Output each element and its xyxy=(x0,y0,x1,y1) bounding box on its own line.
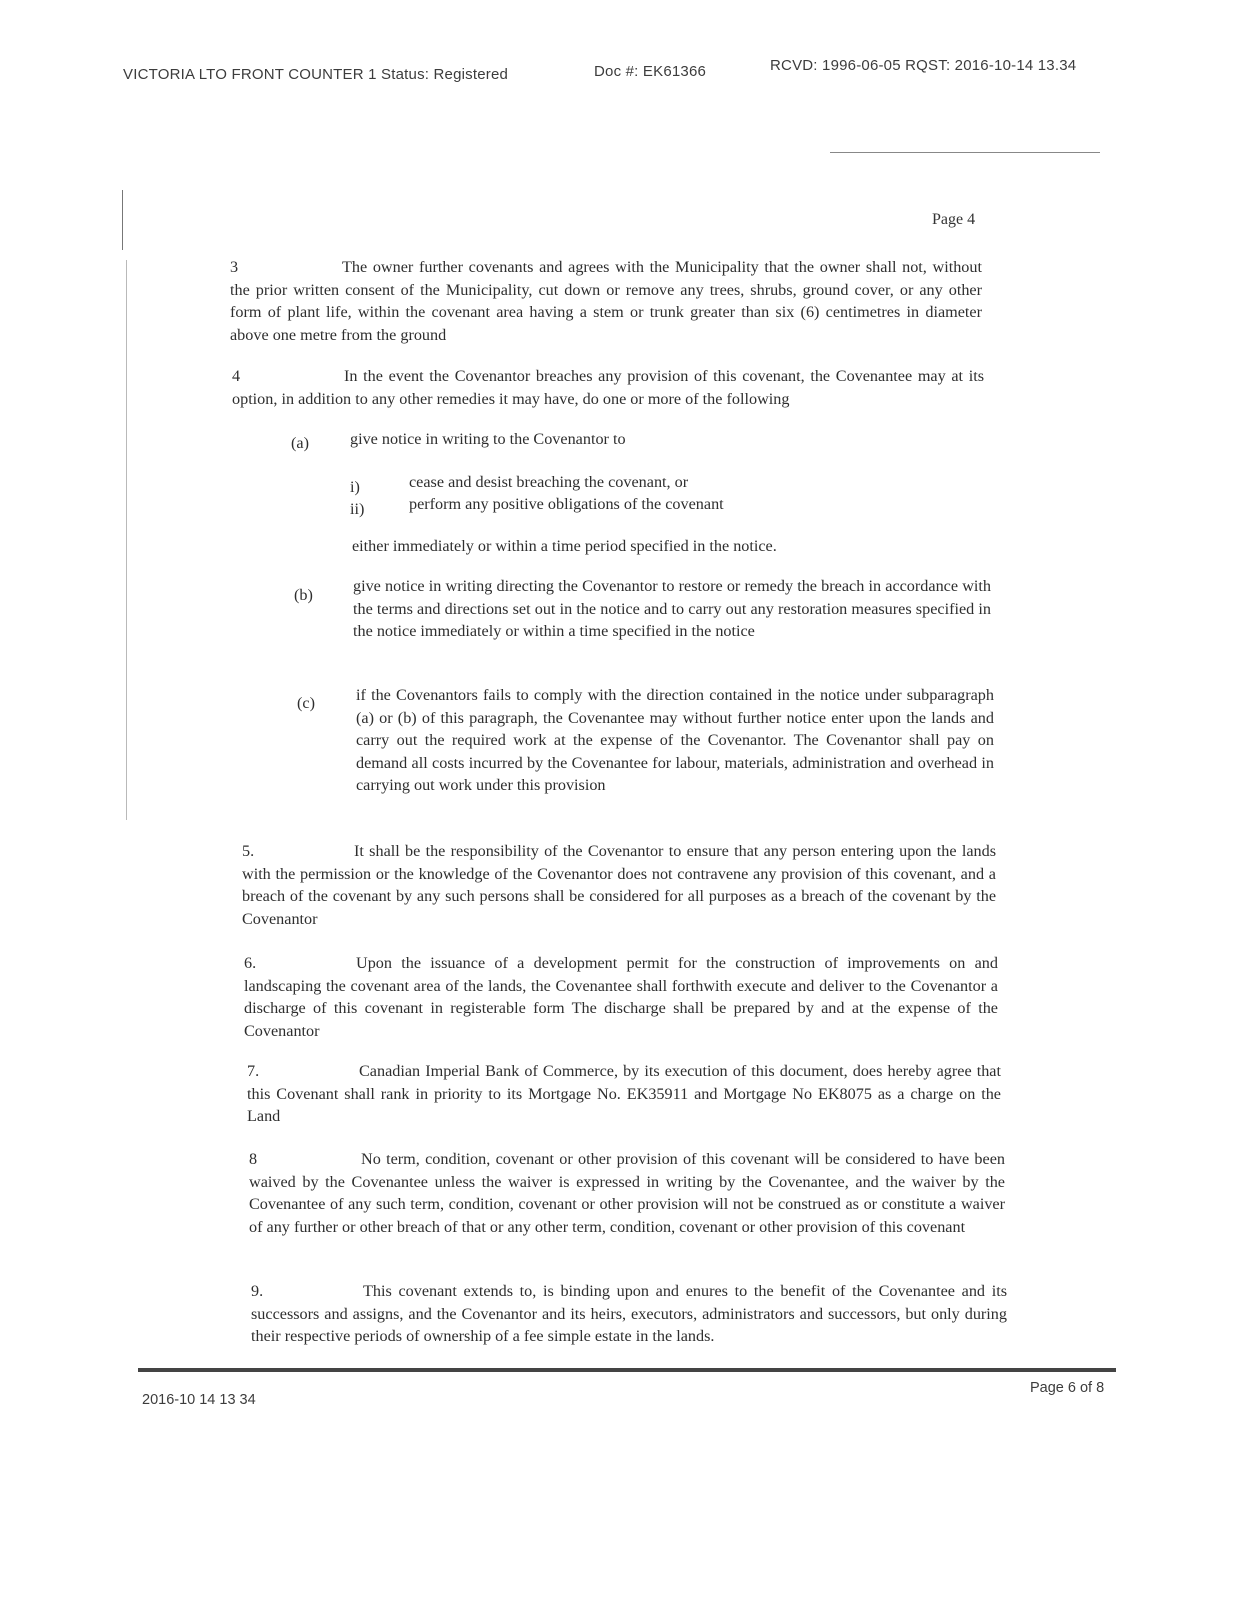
subparagraph-a-label: (a) xyxy=(291,434,309,452)
either-clause: either immediately or within a time period specified in the notice. xyxy=(352,537,777,555)
footer-rule xyxy=(138,1368,1116,1372)
footer-timestamp: 2016-10 14 13 34 xyxy=(142,1392,256,1408)
header-office-status: VICTORIA LTO FRONT COUNTER 1 Status: Registered xyxy=(123,66,509,83)
paragraph-text: It shall be the responsibility of the Covenantor to ensure that any person entering upon the lands with the permission or the knowledge of the Covenantor does not contravene any provision of this covenant, and a breach of the covenant by any such persons shall be considered for all purposes as a breach of the covenant by the Covenantor xyxy=(242,842,996,928)
subparagraph-c-label: (c) xyxy=(297,694,315,712)
paragraph-9 xyxy=(251,1280,1007,1348)
item-ii-label: ii) xyxy=(350,500,365,518)
paragraph-text: In the event the Covenantor breaches any provision of this covenant, the Covenantee may at its option, in addition to any other remedies it may have, do one or more of the following xyxy=(232,367,984,408)
paragraph-5 xyxy=(242,840,996,930)
footer-page-count: Page 6 of 8 xyxy=(1030,1380,1105,1396)
paragraph-text: Canadian Imperial Bank of Commerce, by its execution of this document, does hereby agree that this Covenant shall rank in priority to its Mortgage No. EK35911 and Mortgage No EK8075 as a charge on the Land xyxy=(247,1062,1001,1125)
item-ii-text: perform any positive obligations of the covenant xyxy=(409,495,724,513)
page-label: Page 4 xyxy=(932,211,976,228)
paragraph-4 xyxy=(232,365,984,410)
item-i-label: i) xyxy=(350,478,360,496)
paragraph-8 xyxy=(249,1148,1005,1238)
paragraph-number: 3 xyxy=(230,258,239,276)
margin-mark xyxy=(122,190,123,250)
margin-mark xyxy=(126,260,127,820)
paragraph-number: 4 xyxy=(232,367,241,385)
header-received-request: RCVD: 1996-06-05 RQST: 2016-10-14 13.34 xyxy=(770,57,1077,74)
paragraph-number: 9. xyxy=(251,1282,264,1300)
paragraph-number: 7. xyxy=(247,1062,260,1080)
subparagraph-a-text: give notice in writing to the Covenantor to xyxy=(350,430,626,448)
item-i-text: cease and desist breaching the covenant, or xyxy=(409,473,689,491)
paragraph-text: The owner further covenants and agrees with the Municipality that the owner shall not, without the prior written consent of the Municipality, cut down or remove any trees, shrubs, ground cover, or any other form of plant life, within the covenant area having a stem or trunk greater than six (6) centimetres in diameter above one metre from the ground xyxy=(230,258,982,344)
header-doc-number: Doc #: EK61366 xyxy=(594,63,707,80)
paragraph-number: 6. xyxy=(244,954,257,972)
paragraph-text: Upon the issuance of a development permit for the construction of improvements on and landscaping the covenant area of the lands, the Covenantee shall forthwith execute and deliver to the Covenantor a discharge of this covenant in registerable form The discharge shall be prepared by and at the expense of the Covenantor xyxy=(244,954,998,1040)
paragraph-text: This covenant extends to, is binding upon and enures to the benefit of the Covenantee and its successors and assigns, and the Covenantor and its heirs, executors, administrators and successors, but only during their respective periods of ownership of a fee simple estate in the lands. xyxy=(251,1282,1007,1345)
subparagraph-c-text: if the Covenantors fails to comply with the direction contained in the notice under subparagraph (a) or (b) of this paragraph, the Covenantee may without further notice enter upon the lands and carry out the required work at the expense of the Covenantor. The Covenantor shall pay on demand all costs incurred by the Covenantee for labour, materials, administration and overhead in carrying out work under this provision xyxy=(356,686,994,794)
paragraph-number: 8 xyxy=(249,1150,258,1168)
paragraph-text: No term, condition, covenant or other provision of this covenant will be considered to have been waived by the Covenantee unless the waiver is expressed in writing by the Covenantee, and the waiver by the Covenantee of any such term, condition, covenant or other provision will not be construed as or constitute a waiver of any further or other breach of that or any other term, condition, covenant or other provision of this covenant xyxy=(249,1150,1005,1236)
paragraph-7 xyxy=(247,1060,1001,1128)
paragraph-number: 5. xyxy=(242,842,255,860)
paragraph-6 xyxy=(244,952,998,1042)
paragraph-3 xyxy=(230,256,982,346)
subparagraph-b-text: give notice in writing directing the Covenantor to restore or remedy the breach in accordance with the terms and directions set out in the notice and to carry out any restoration measures specified in the notice immediately or within a time specified in the notice xyxy=(353,577,991,640)
top-rule xyxy=(830,152,1100,153)
subparagraph-b-label: (b) xyxy=(294,586,313,604)
